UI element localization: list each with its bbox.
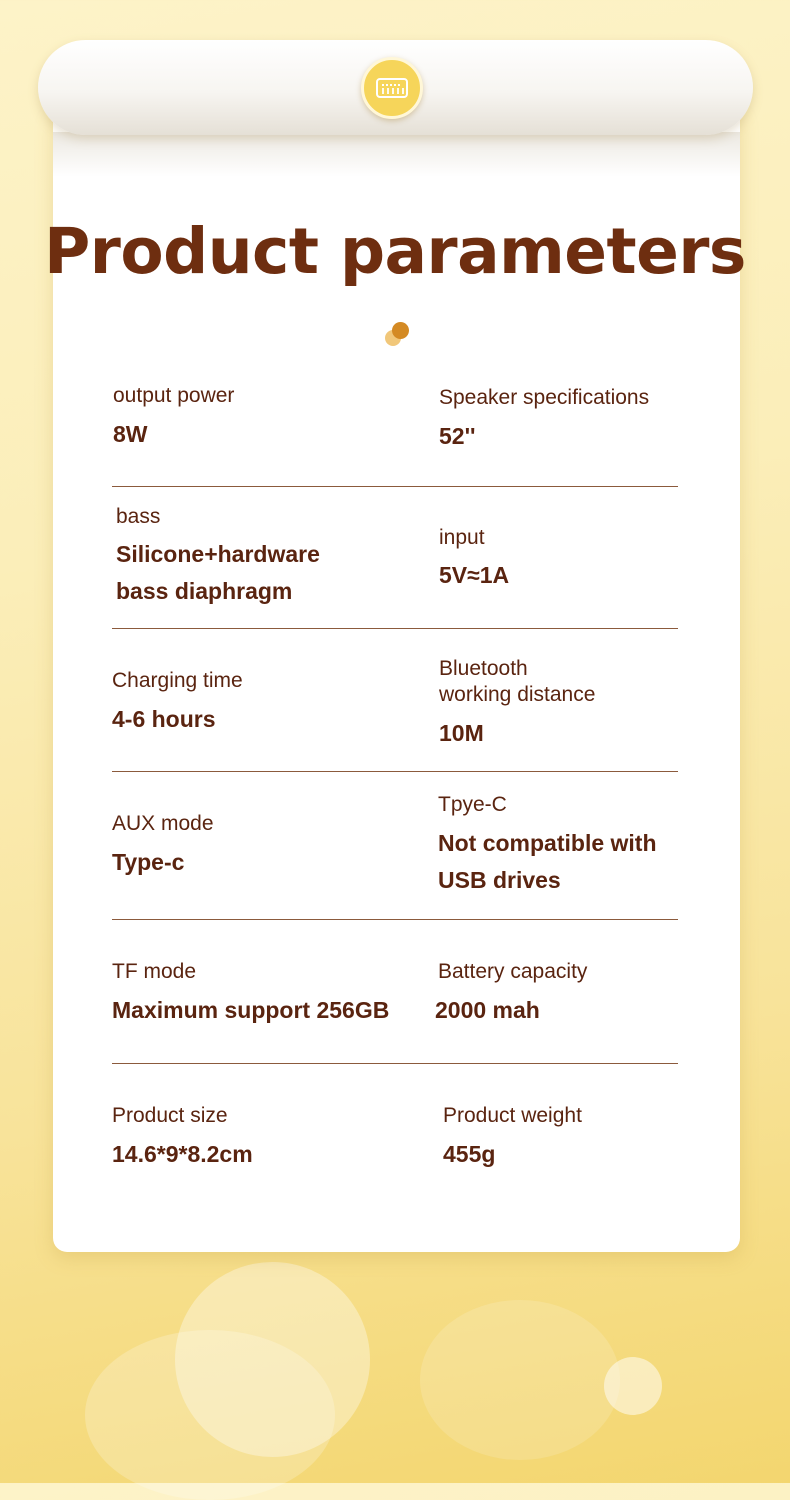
param-value: 14.6*9*8.2cm [112,1141,253,1167]
param-value: Not compatible with [438,830,657,856]
roll-shadow [53,132,740,177]
param-label: Battery capacity [438,960,588,983]
param-value: USB drives [438,867,561,893]
param-value: 5V≈1A [439,562,510,588]
param-value: 2000 mah [435,997,540,1023]
param-value: 455g [443,1141,496,1167]
page-title: Product parameters [44,215,746,288]
param-value: Maximum support 256GB [112,997,390,1023]
param-label: Bluetooth [439,657,528,680]
bokeh-light [420,1300,620,1460]
param-label: Tpye-C [438,793,507,816]
param-label: Charging time [112,669,243,692]
divider [112,1063,678,1064]
param-label: Speaker specifications [439,386,650,409]
param-label: TF mode [112,960,197,983]
keyboard-icon [375,75,409,101]
bokeh-light [85,1330,335,1500]
param-label: Product size [112,1104,228,1127]
param-value: 8W [113,421,148,447]
keyboard-badge [361,57,423,119]
decorative-dot [392,322,409,339]
divider [112,628,678,629]
param-value: bass diaphragm [116,578,293,604]
divider [112,486,678,487]
param-value: 52'' [439,423,476,449]
param-label: input [439,526,485,549]
divider [112,771,678,772]
param-value: 4-6 hours [112,706,216,732]
param-label: working distance [439,683,596,706]
param-value: 10M [439,720,484,746]
divider [112,919,678,920]
param-label: Product weight [443,1104,582,1127]
param-value: Silicone+hardware [116,541,320,567]
param-label: AUX mode [112,812,214,835]
param-label: output power [113,384,235,407]
param-label: bass [116,505,161,528]
param-value: Type-c [112,849,185,875]
